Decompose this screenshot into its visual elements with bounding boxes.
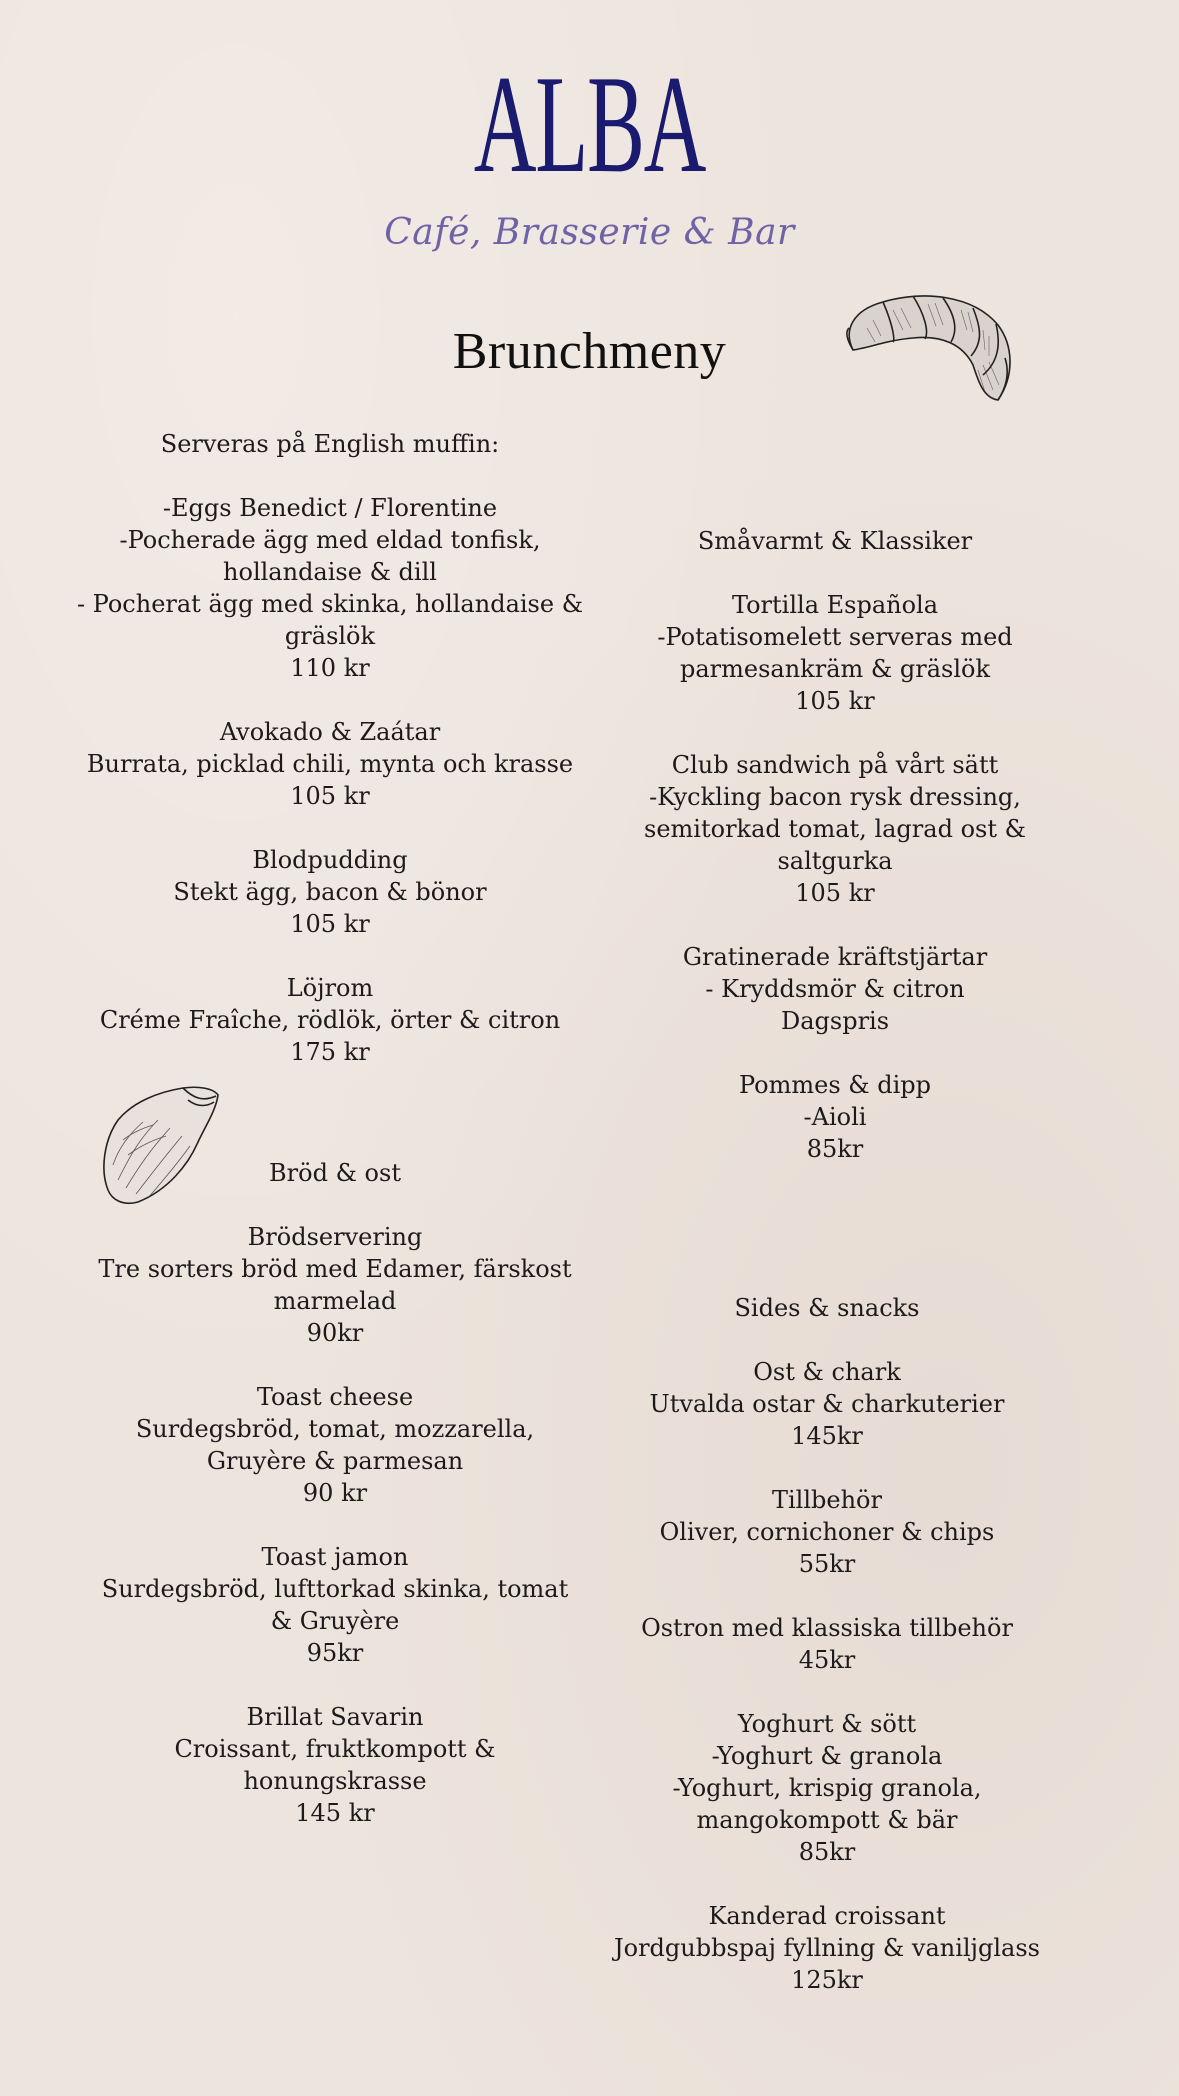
item-description: Gruyère & parmesan	[206, 1447, 464, 1475]
item-name: Toast jamon	[261, 1543, 409, 1571]
item-description: Stekt ägg, bacon & bönor	[173, 878, 487, 906]
item-price: 45kr	[798, 1646, 856, 1674]
item-description: -Kyckling bacon rysk dressing,	[649, 783, 1021, 811]
brand-logo: ALBA	[473, 47, 706, 202]
item-price: 105 kr	[795, 687, 875, 715]
item-line: hollandaise & dill	[223, 558, 437, 586]
item-price: 125kr	[791, 1966, 863, 1994]
item-price: 85kr	[806, 1135, 864, 1163]
item-name: Yoghurt & sött	[737, 1710, 917, 1738]
page-title: Brunchmeny	[452, 323, 727, 380]
item-price: 95kr	[306, 1639, 364, 1667]
item-name: Toast cheese	[256, 1383, 414, 1411]
item-description: Oliver, cornichoner & chips	[659, 1518, 995, 1546]
section-heading: Småvarmt & Klassiker	[697, 527, 973, 555]
brand-tagline: Café, Brasserie & Bar	[384, 212, 795, 253]
item-line: -Pocherade ägg med eldad tonfisk,	[119, 526, 541, 554]
item-description: honungskrasse	[243, 1767, 427, 1795]
item-description: -Potatisomelett serveras med	[657, 623, 1013, 651]
item-price: 105 kr	[795, 879, 875, 907]
item-name: Löjrom	[286, 974, 374, 1002]
section-heading: Sides & snacks	[734, 1294, 920, 1322]
item-name: Brillat Savarin	[246, 1703, 424, 1731]
item-name: Club sandwich på vårt sätt	[671, 751, 999, 779]
item-description: -Yoghurt & granola	[711, 1742, 943, 1770]
item-line: - Pocherat ägg med skinka, hollandaise &	[76, 590, 584, 618]
item-price: Dagspris	[780, 1007, 890, 1035]
section-brod-ost	[60, 1157, 610, 1829]
section-heading: Bröd & ost	[269, 1159, 401, 1187]
item-name: Tortilla Española	[731, 591, 939, 619]
item-description: parmesankräm & gräslök	[679, 655, 991, 683]
item-name: Pommes & dipp	[738, 1071, 932, 1099]
item-name: Gratinerade kräftstjärtar	[682, 943, 988, 971]
item-description: semitorkad tomat, lagrad ost &	[644, 815, 1026, 843]
item-price: 90kr	[306, 1319, 364, 1347]
item-description: marmelad	[273, 1287, 397, 1315]
item-name: Ostron med klassiska tillbehör	[641, 1614, 1013, 1642]
item-price: 145kr	[791, 1422, 863, 1450]
item-name: Kanderad croissant	[708, 1902, 946, 1930]
item-description: Surdegsbröd, tomat, mozzarella,	[135, 1415, 535, 1443]
croissant-illustration	[833, 270, 1023, 410]
item-price: 110 kr	[290, 654, 370, 682]
section-english-muffin	[60, 428, 600, 1068]
item-name: Brödservering	[247, 1223, 423, 1251]
item-name: Blodpudding	[252, 846, 408, 874]
item-price: 90 kr	[302, 1479, 368, 1507]
item-description: - Kryddsmör & citron	[705, 975, 965, 1003]
item-description: Tre sorters bröd med Edamer, färskost	[98, 1255, 572, 1283]
item-description: saltgurka	[777, 847, 893, 875]
item-line: -Eggs Benedict / Florentine	[162, 494, 498, 522]
item-description: Jordgubbspaj fyllning & vaniljglass	[614, 1934, 1040, 1962]
item-price: 145 kr	[295, 1799, 375, 1827]
item-description: Surdegsbröd, lufttorkad skinka, tomat	[101, 1575, 569, 1603]
item-description: Créme Fraîche, rödlök, örter & citron	[99, 1006, 561, 1034]
section-sides-snacks	[580, 1292, 1074, 1996]
item-description: & Gruyère	[270, 1607, 400, 1635]
item-price: 175 kr	[290, 1038, 370, 1066]
item-description: Croissant, fruktkompott &	[174, 1735, 496, 1763]
item-name: Avokado & Zaátar	[219, 718, 441, 746]
section-heading: Serveras på English muffin:	[160, 430, 500, 458]
item-name: Ost & chark	[753, 1358, 901, 1386]
item-price: 55kr	[798, 1550, 856, 1578]
item-line: gräslök	[284, 622, 376, 650]
item-price: 105 kr	[290, 910, 370, 938]
item-description: Burrata, picklad chili, mynta och krasse	[86, 750, 574, 778]
item-description: -Aioli	[803, 1103, 867, 1131]
item-price: 85kr	[798, 1838, 856, 1866]
item-description: Utvalda ostar & charkuterier	[649, 1390, 1005, 1418]
item-description: mangokompott & bär	[696, 1806, 958, 1834]
item-description: -Yoghurt, krispig granola,	[672, 1774, 982, 1802]
section-smavarmt	[600, 525, 1070, 1165]
item-price: 105 kr	[290, 782, 370, 810]
item-name: Tillbehör	[772, 1486, 882, 1514]
